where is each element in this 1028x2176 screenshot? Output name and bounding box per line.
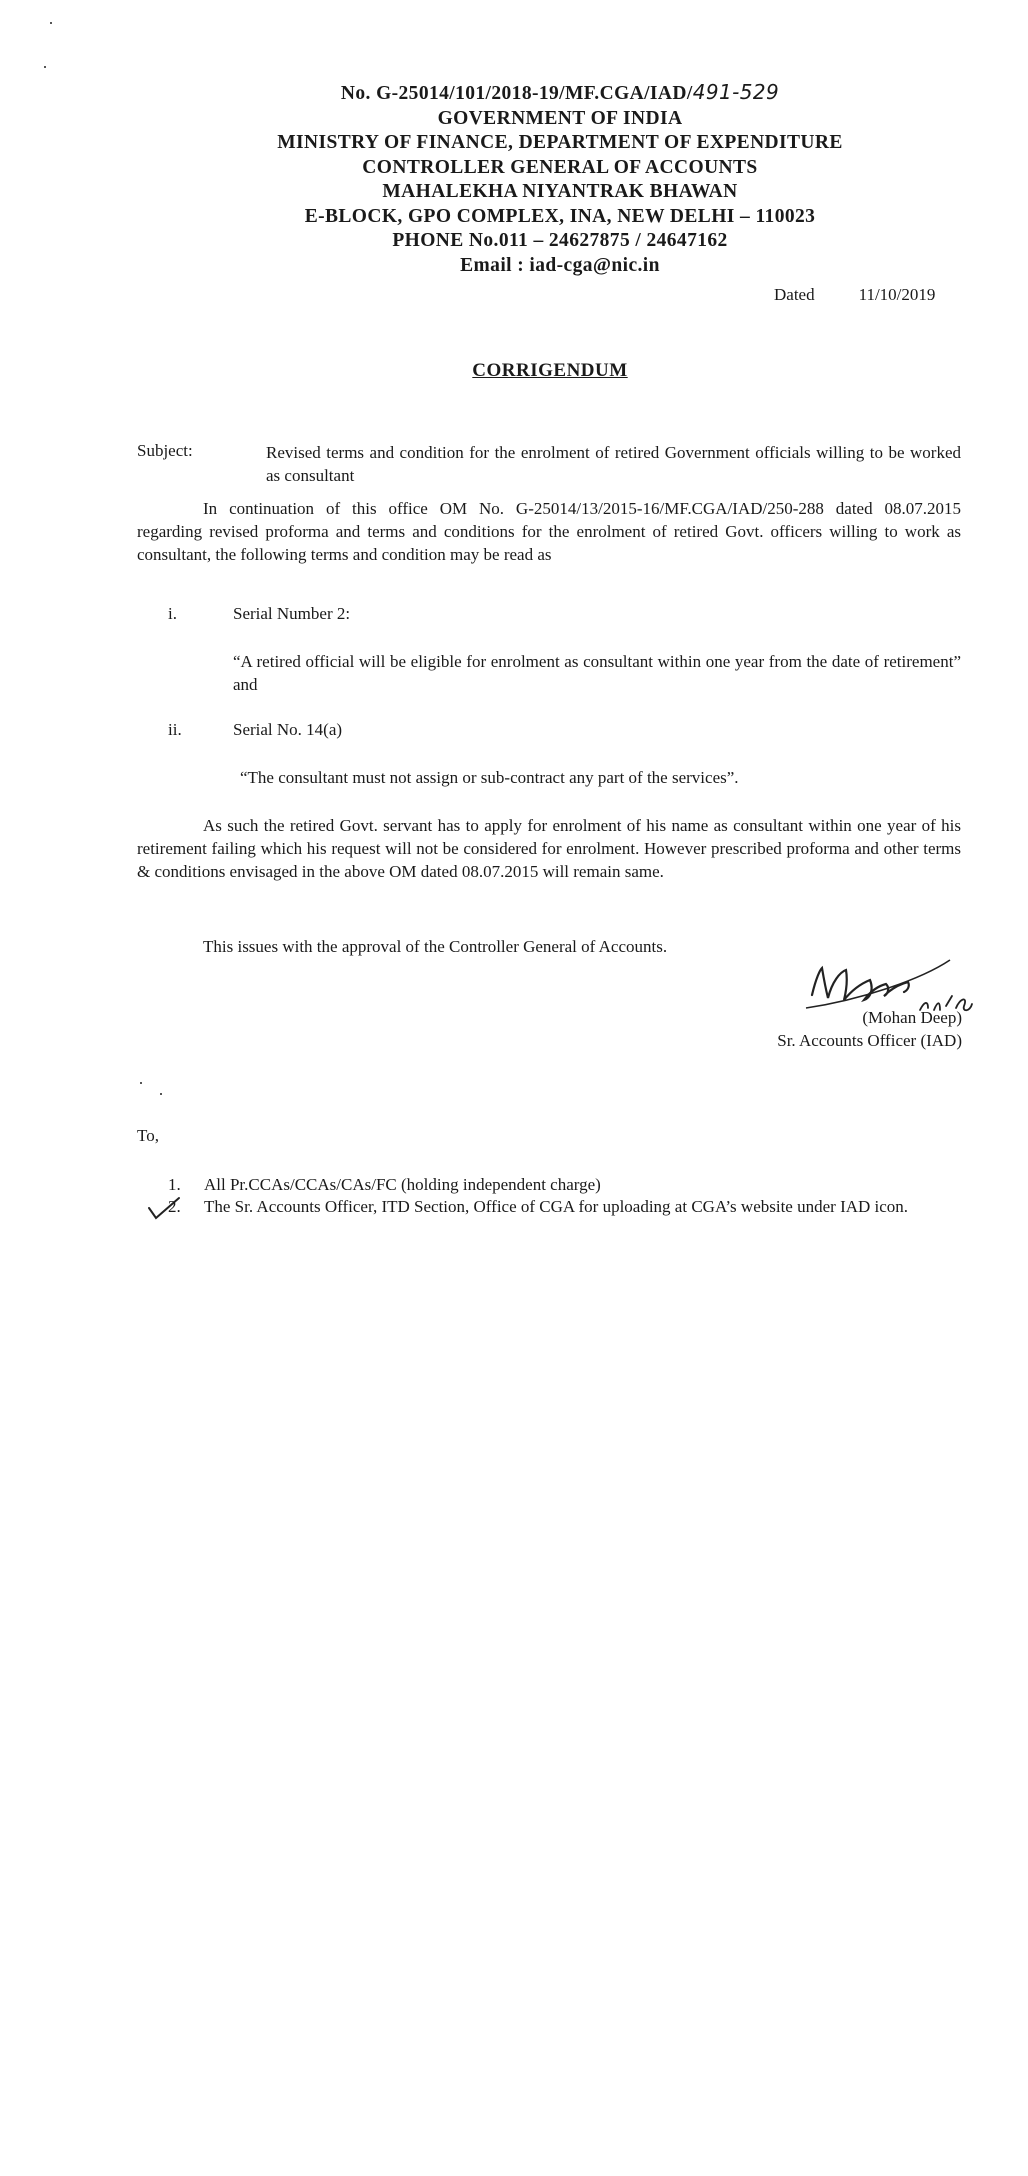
header-line-building: MAHALEKHA NIYANTRAK BHAWAN bbox=[382, 181, 738, 202]
signatory-name: (Mohan Deep) bbox=[862, 1008, 962, 1027]
header-line-address: E-BLOCK, GPO COMPLEX, INA, NEW DELHI – 110023 bbox=[304, 205, 816, 227]
dated-label: Dated bbox=[774, 285, 815, 304]
letterhead bbox=[220, 80, 900, 278]
header-line-ministry: MINISTRY OF FINANCE, DEPARTMENT OF EXPENDITURE bbox=[277, 132, 843, 153]
item-quote: “The consultant must not assign or sub-contract any part of the services”. bbox=[240, 768, 739, 787]
list-item: 1. All Pr.CCAs/CCAs/CAs/FC (holding independent charge) bbox=[168, 1175, 601, 1194]
paragraph-enrolment-rule: As such the retired Govt. servant has to apply for enrolment of his name as consultant within one year of his retirement failing which his request will not be considered for enrolment. However prescribed proforma and other terms & conditions envisaged in the above OM dated 08.07.2015 will remain same. bbox=[137, 816, 961, 881]
item-number: i. bbox=[168, 604, 177, 623]
scan-speck bbox=[160, 1093, 162, 1095]
header-line-government: GOVERNMENT OF INDIA bbox=[437, 107, 683, 129]
reference-number: No. G-25014/101/2018-19/MF.CGA/IAD/491-529 bbox=[340, 80, 780, 104]
distribution-list bbox=[168, 1174, 928, 1218]
dated-value: 11/10/2019 bbox=[858, 285, 936, 304]
header-line-email: Email : iad-cga@nic.in bbox=[460, 254, 660, 276]
item-label: Serial No. 14(a) bbox=[233, 720, 343, 739]
subject-text: Revised terms and condition for the enrolment of retired Government officials willing to be worked as consultant bbox=[266, 443, 961, 485]
item-quote: “A retired official will be eligible for enrolment as consultant within one year from the date of retirement” and bbox=[233, 652, 961, 694]
subject-label: Subject: bbox=[137, 441, 193, 460]
scan-speck bbox=[50, 22, 52, 24]
signatory-designation: Sr. Accounts Officer (IAD) bbox=[777, 1031, 962, 1050]
scan-speck bbox=[140, 1082, 142, 1084]
paragraph-continuation: In continuation of this office OM No. G-25014/13/2015-16/MF.CGA/IAD/250-288 dated 08.07.2015 regarding revised proforma and terms and conditions for the enrolment of retired Govt. officers willing to work as consultant, the following terms and condition may be read as bbox=[137, 499, 961, 564]
list-item: 2. The Sr. Accounts Officer, ITD Section, Office of CGA for uploading at CGA’s website under IAD icon. bbox=[168, 1197, 909, 1216]
item-number: ii. bbox=[168, 720, 182, 739]
header-line-phone: PHONE No.011 – 24627875 / 24647162 bbox=[392, 230, 728, 251]
header-line-office: CONTROLLER GENERAL OF ACCOUNTS bbox=[362, 156, 758, 178]
date-line bbox=[774, 285, 935, 305]
scan-speck bbox=[44, 66, 46, 68]
paragraph-approval: This issues with the approval of the Controller General of Accounts. bbox=[203, 937, 668, 956]
document-title: CORRIGENDUM bbox=[472, 360, 628, 381]
item-label: Serial Number 2: bbox=[233, 604, 351, 623]
handwritten-dispatch-number: 491-529 bbox=[692, 80, 780, 104]
to-label: To, bbox=[137, 1126, 159, 1145]
